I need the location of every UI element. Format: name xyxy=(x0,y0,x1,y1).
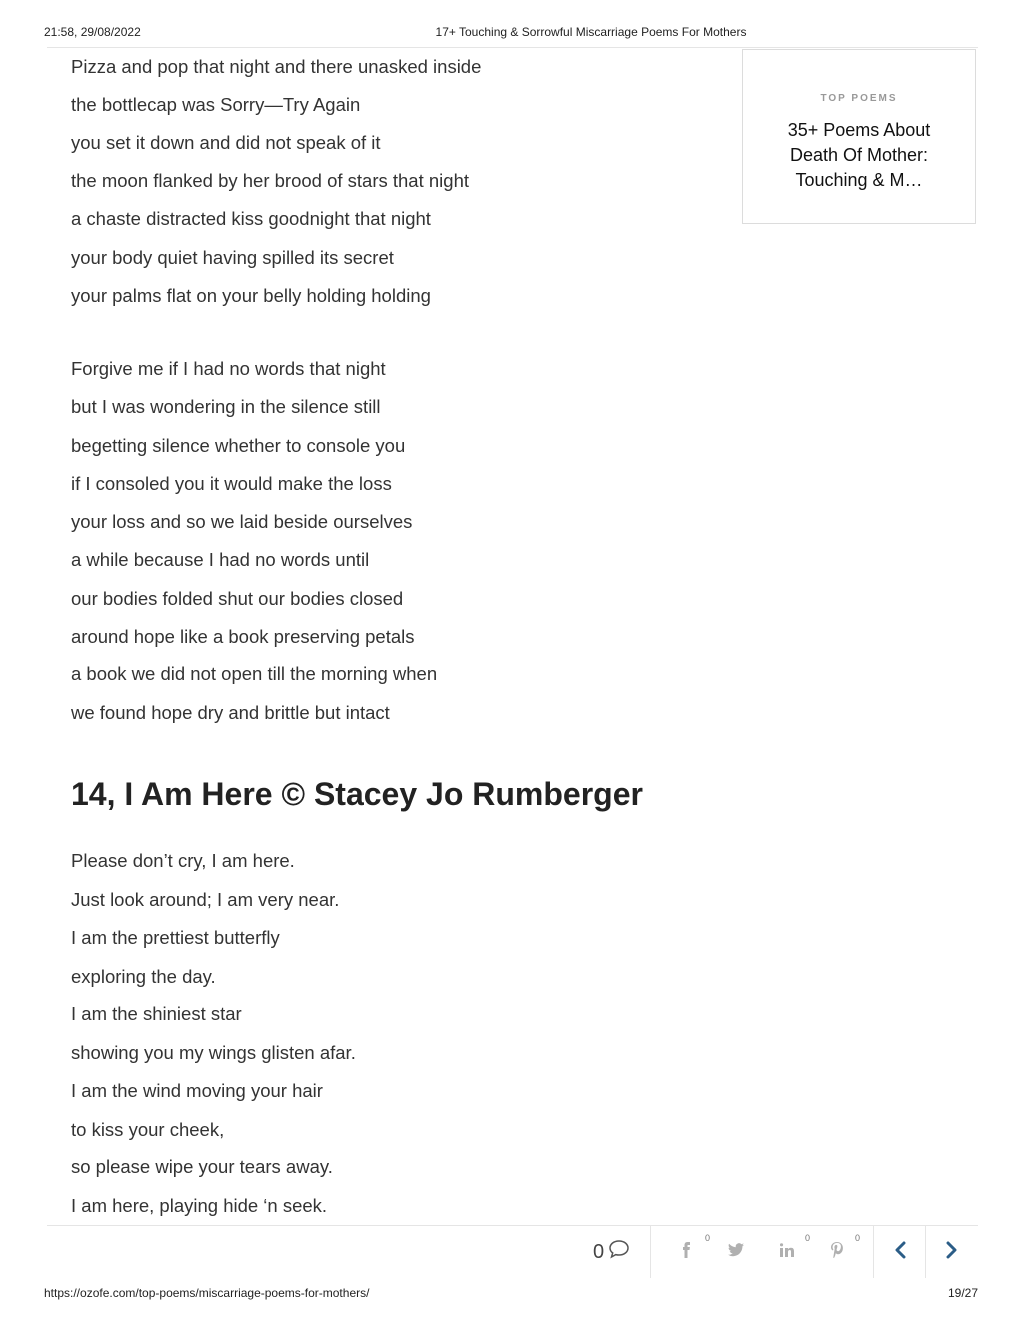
print-header xyxy=(0,25,1024,41)
poem-line: your loss and so we laid beside ourselves xyxy=(71,511,413,532)
poem-line: showing you my wings glisten afar. xyxy=(71,1042,356,1063)
print-page-title: 17+ Touching & Sorrowful Miscarriage Poems For Mothers xyxy=(435,25,747,39)
linkedin-share-button[interactable] xyxy=(774,1233,810,1264)
page-indicator: 19/27 xyxy=(947,1286,978,1300)
linkedin-icon xyxy=(774,1244,794,1261)
next-page-button[interactable] xyxy=(940,1240,964,1264)
divider xyxy=(925,1226,926,1278)
twitter-share-button[interactable] xyxy=(724,1238,754,1264)
divider xyxy=(873,1226,874,1278)
share-count: 0 xyxy=(804,1233,810,1243)
poem-line: so please wipe your tears away. xyxy=(71,1156,333,1177)
comment-button[interactable] xyxy=(593,1239,630,1265)
poem-line: your palms flat on your belly holding holding xyxy=(71,285,431,306)
section-heading: 14, I Am Here © Stacey Jo Rumberger xyxy=(71,776,643,812)
pinterest-share-button[interactable] xyxy=(824,1233,860,1264)
facebook-icon xyxy=(674,1245,694,1262)
poem-line: Just look around; I am very near. xyxy=(71,889,340,910)
poem-line: a chaste distracted kiss goodnight that night xyxy=(71,208,431,229)
share-bar xyxy=(47,1225,978,1278)
poem-line: I am here, playing hide ‘n seek. xyxy=(71,1195,328,1216)
poem-line: a while because I had no words until xyxy=(71,549,370,570)
print-url: https://ozofe.com/top-poems/miscarriage-poems-for-mothers/ xyxy=(44,1286,370,1300)
poem-line: begetting silence whether to console you xyxy=(71,435,406,456)
poem-line: our bodies folded shut our bodies closed xyxy=(71,588,404,609)
chevron-right-icon xyxy=(946,1241,958,1264)
poem-line: Forgive me if I had no words that night xyxy=(71,358,386,379)
poem-line: a book we did not open till the morning when xyxy=(71,663,438,684)
poem-line: the bottlecap was Sorry—Try Again xyxy=(71,94,361,115)
pinterest-icon xyxy=(824,1245,844,1262)
poem-line: your body quiet having spilled its secret xyxy=(71,247,394,268)
poem-line: I am the shiniest star xyxy=(71,1003,242,1024)
top-poem-link[interactable]: 35+ Poems About Death Of Mother: Touching & M… xyxy=(787,120,931,190)
widget-kicker: TOP POEMS xyxy=(820,93,898,104)
print-datetime: 21:58, 29/08/2022 xyxy=(44,25,141,39)
poem-line: to kiss your cheek, xyxy=(71,1119,225,1140)
poem-line: you set it down and did not speak of it xyxy=(71,132,381,153)
prev-page-button[interactable] xyxy=(888,1240,912,1264)
top-poems-widget xyxy=(742,49,976,224)
poem-line: if I consoled you it would make the loss xyxy=(71,473,392,494)
poem-line: I am the wind moving your hair xyxy=(71,1080,323,1101)
divider xyxy=(650,1226,651,1278)
twitter-icon xyxy=(724,1244,744,1261)
comment-icon xyxy=(608,1239,630,1265)
poem-line: but I was wondering in the silence still xyxy=(71,396,381,417)
poem-line: the moon flanked by her brood of stars that night xyxy=(71,170,469,191)
facebook-share-button[interactable] xyxy=(674,1233,710,1264)
poem-line: exploring the day. xyxy=(71,966,216,987)
share-count: 0 xyxy=(704,1233,710,1243)
poem-line: Pizza and pop that night and there unasked inside xyxy=(71,56,482,77)
poem-line: we found hope dry and brittle but intact xyxy=(71,702,390,723)
poem-line: I am the prettiest butterfly xyxy=(71,927,280,948)
poem-line: Please don’t cry, I am here. xyxy=(71,850,295,871)
poem-line: around hope like a book preserving petals xyxy=(71,626,415,647)
top-divider xyxy=(47,47,978,48)
share-count: 0 xyxy=(854,1233,860,1243)
chevron-left-icon xyxy=(894,1241,906,1264)
comment-count: 0 xyxy=(593,1240,605,1263)
